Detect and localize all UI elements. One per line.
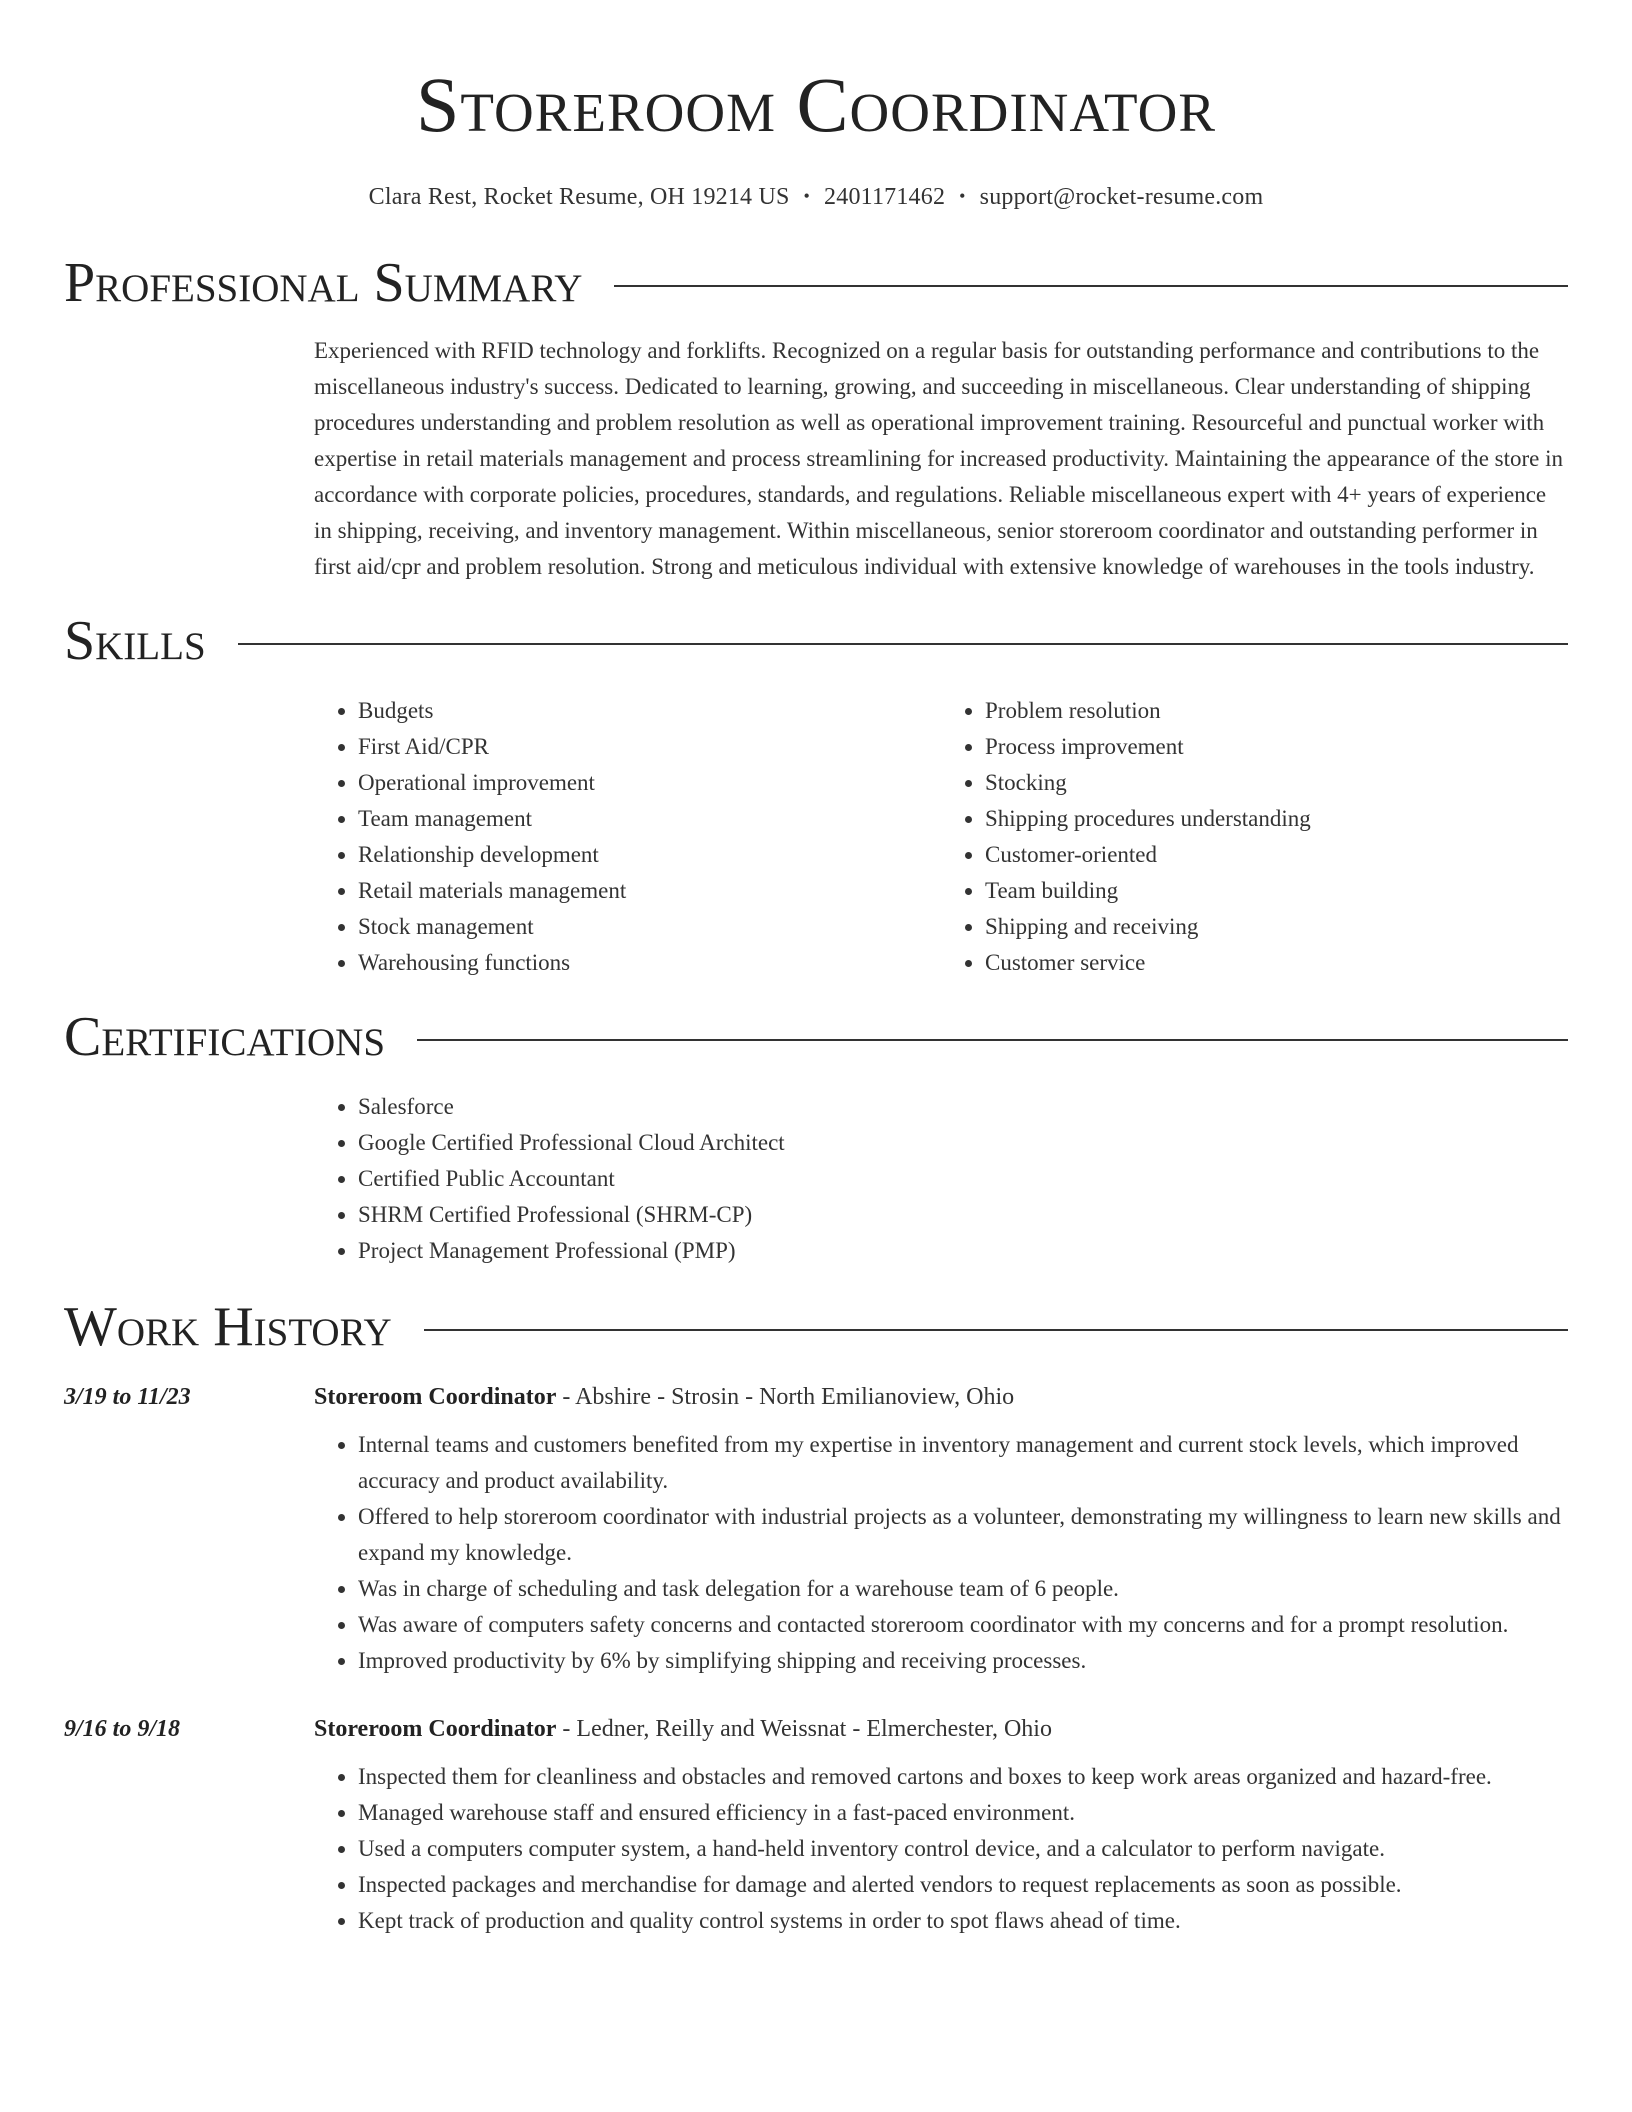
job-duties: [314, 1427, 1568, 1679]
contact-separator: •: [803, 186, 811, 206]
section-divider: [417, 1039, 1568, 1041]
certification-item: • Salesforce: [358, 1089, 1568, 1125]
job-employer: - Abshire - Strosin - North Emilianoview, Ohio: [556, 1384, 1015, 1410]
skills-column-right: [941, 693, 1568, 981]
summary-content: [314, 333, 1568, 585]
skill-item: • Stocking: [985, 765, 1568, 801]
job-duty-item: • Inspected packages and merchandise for damage and alerted vendors to request replacements as soon as possible.: [358, 1867, 1568, 1903]
job-duty-item: • Improved productivity by 6% by simplifying shipping and receiving processes.: [358, 1643, 1568, 1679]
job-duty-item: • Inspected them for cleanliness and obstacles and removed cartons and boxes to keep work areas organized and hazard-free.: [358, 1759, 1568, 1795]
contact-phone: 2401171462: [824, 184, 946, 210]
work-history-section-header: [64, 1296, 1568, 1358]
job-duty-item: • Was in charge of scheduling and task delegation for a warehouse team of 6 people.: [358, 1571, 1568, 1607]
certifications-heading: Certifications: [64, 1006, 386, 1068]
certification-item: • Project Management Professional (PMP): [358, 1233, 1568, 1269]
job-duty-item: • Kept track of production and quality control systems in order to spot flaws ahead of time.: [358, 1903, 1568, 1939]
certifications-section-header: [64, 1006, 1568, 1068]
skill-item: • Shipping and receiving: [985, 909, 1568, 945]
skill-item: • Customer-oriented: [985, 837, 1568, 873]
skill-item: • Team building: [985, 873, 1568, 909]
summary-section-header: [64, 252, 1568, 314]
job-entry: [64, 1711, 1568, 1939]
contact-address: Clara Rest, Rocket Resume, OH 19214 US: [368, 184, 790, 210]
skills-heading: Skills: [64, 610, 206, 672]
skill-item: • Stock management: [358, 909, 941, 945]
job-dates: 3/19 to 11/23: [64, 1384, 191, 1410]
section-divider: [614, 285, 1568, 287]
job-body: [314, 1379, 1568, 1679]
job-duty-item: • Internal teams and customers benefited from my expertise in inventory management and current stock levels, which improved accuracy and product availability.: [358, 1427, 1568, 1499]
summary-heading: Professional Summary: [64, 252, 583, 314]
job-role: Storeroom Coordinator: [314, 1716, 557, 1742]
skill-item: • Team management: [358, 801, 941, 837]
job-body: [314, 1711, 1568, 1939]
job-heading: [314, 1379, 1568, 1415]
skills-section-header: [64, 610, 1568, 672]
skill-item: • Customer service: [985, 945, 1568, 981]
job-duty-item: • Managed warehouse staff and ensured efficiency in a fast-paced environment.: [358, 1795, 1568, 1831]
certification-item: • Certified Public Accountant: [358, 1161, 1568, 1197]
skills-column-left: [314, 693, 941, 981]
skill-item: • Retail materials management: [358, 873, 941, 909]
job-duty-item: • Offered to help storeroom coordinator with industrial projects as a volunteer, demonstrating my willingness to learn new skills and expand my knowledge.: [358, 1499, 1568, 1571]
certifications-content: [314, 1089, 1568, 1269]
job-employer: - Ledner, Reilly and Weissnat - Elmerchester, Ohio: [556, 1716, 1052, 1742]
summary-text: Experienced with RFID technology and forklifts. Recognized on a regular basis for outstanding performance and contributions to the miscellaneous industry's success. Dedicated to learning, growing, and succeeding in miscellaneous. Clear understanding of shipping procedures understanding and problem resolution as well as operational improvement training. Resourceful and punctual worker with expertise in retail materials management and process streamlining for increased productivity. Maintaining the appearance of the store in accordance with corporate policies, procedures, standards, and regulations. Reliable miscellaneous expert with 4+ years of experience in shipping, receiving, and inventory management. Within miscellaneous, senior storeroom coordinator and outstanding performer in first aid/cpr and problem resolution. Strong and meticulous individual with extensive knowledge of warehouses in the tools industry.: [314, 338, 1563, 579]
section-divider: [424, 1329, 1568, 1331]
job-dates: 9/16 to 9/18: [64, 1716, 181, 1742]
job-entry: [64, 1379, 1568, 1679]
skill-item: • Warehousing functions: [358, 945, 941, 981]
certification-item: • Google Certified Professional Cloud Architect: [358, 1125, 1568, 1161]
skill-item: • First Aid/CPR: [358, 729, 941, 765]
certifications-list: [314, 1089, 1568, 1269]
skill-item: • Problem resolution: [985, 693, 1568, 729]
skills-list: [314, 693, 1568, 981]
skill-item: • Budgets: [358, 693, 941, 729]
certification-item: • SHRM Certified Professional (SHRM-CP): [358, 1197, 1568, 1233]
contact-email: support@rocket-resume.com: [979, 184, 1264, 210]
skill-item: • Process improvement: [985, 729, 1568, 765]
job-duty-item: • Used a computers computer system, a hand-held inventory control device, and a calculator to perform navigate.: [358, 1831, 1568, 1867]
skill-item: • Relationship development: [358, 837, 941, 873]
resume-title: Storeroom Coordinator: [415, 61, 1217, 148]
job-heading: [314, 1711, 1568, 1747]
skill-item: • Operational improvement: [358, 765, 941, 801]
job-role: Storeroom Coordinator: [314, 1384, 557, 1410]
contact-separator: •: [959, 186, 966, 206]
job-duty-item: • Was aware of computers safety concerns and contacted storeroom coordinator with my concerns and for a prompt resolution.: [358, 1607, 1568, 1643]
section-divider: [238, 643, 1568, 645]
job-duties: [314, 1759, 1568, 1939]
contact-line: [64, 184, 1568, 211]
skill-item: • Shipping procedures understanding: [985, 801, 1568, 837]
work-history-heading: Work History: [64, 1296, 392, 1358]
